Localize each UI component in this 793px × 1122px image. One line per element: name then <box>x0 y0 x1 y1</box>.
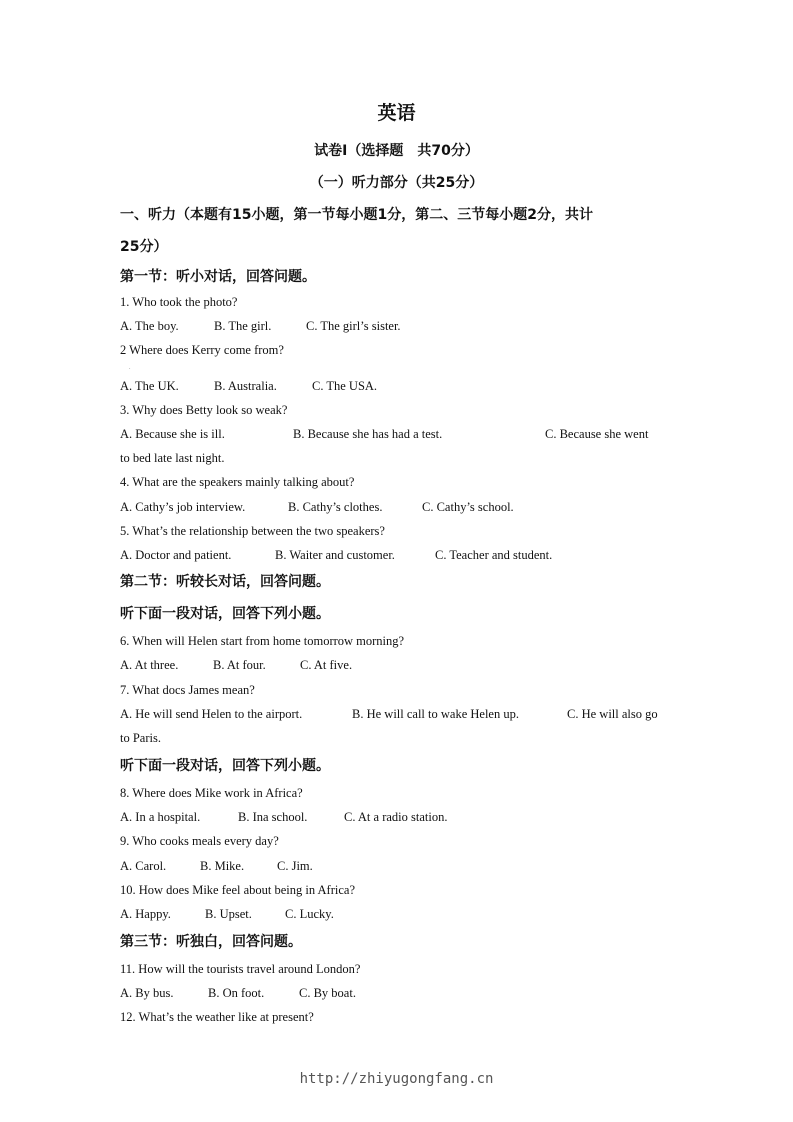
question-3: 3. Why does Betty look so weak? <box>120 403 288 417</box>
q10-option-c: C. Lucky. <box>285 907 334 921</box>
q2-option-b: B. Australia. <box>214 379 277 393</box>
question-8: 8. Where does Mike work in Africa? <box>120 786 303 800</box>
question-2: 2 Where does Kerry come from? <box>120 343 284 357</box>
q9-option-c: C. Jim. <box>277 859 313 873</box>
q7-option-b: B. He will call to wake Helen up. <box>352 707 519 721</box>
q10-option-a: A. Happy. <box>120 907 171 921</box>
q7-option-a: A. He will send Helen to the airport. <box>120 707 303 721</box>
q5-option-c: C. Teacher and student. <box>435 548 553 562</box>
question-5: 5. What’s the relationship between the two speakers? <box>120 524 385 538</box>
q7-option-c: C. He will also go <box>567 707 658 721</box>
q3-option-c: C. Because she went <box>545 427 649 441</box>
q8-option-a: A. In a hospital. <box>120 810 201 824</box>
q11-option-a: A. By bus. <box>120 986 174 1000</box>
q4-option-b: B. Cathy’s clothes. <box>288 500 383 514</box>
footer-url[interactable]: http://zhiyugongfang.cn <box>299 1071 494 1087</box>
dialog-intro-2: 听下面一段对话，回答下列小题。 <box>120 758 330 774</box>
q6-option-a: A. At three. <box>120 658 179 672</box>
q1-option-b: B. The girl. <box>214 319 272 333</box>
q7-option-c-cont: to Paris. <box>120 731 161 745</box>
question-9: 9. Who cooks meals every day? <box>120 834 279 848</box>
part-heading: （一）听力部分（共25分） <box>309 175 484 191</box>
q8-option-c: C. At a radio station. <box>344 810 448 824</box>
paper-subtitle: 试卷Ⅰ（选择题 共70分） <box>314 143 479 159</box>
page-title: 英语 <box>377 102 416 124</box>
q6-option-b: B. At four. <box>213 658 266 672</box>
q2-option-c: C. The USA. <box>312 379 378 393</box>
q9-option-a: A. Carol. <box>120 859 167 873</box>
question-7: 7. What docs James mean? <box>120 683 255 697</box>
question-6: 6. When will Helen start from home tomorrow morning? <box>120 634 405 648</box>
question-12: 12. What’s the weather like at present? <box>120 1010 314 1024</box>
question-4: 4. What are the speakers mainly talking about? <box>120 475 355 489</box>
q5-option-a: A. Doctor and patient. <box>120 548 232 562</box>
q5-option-b: B. Waiter and customer. <box>275 548 395 562</box>
q4-option-c: C. Cathy’s school. <box>422 500 514 514</box>
q10-option-b: B. Upset. <box>205 907 252 921</box>
q1-option-c: C. The girl’s sister. <box>306 319 401 333</box>
section-1-heading: 第一节：听小对话，回答问题。 <box>120 269 316 285</box>
section-2-heading: 第二节：听较长对话，回答问题。 <box>120 574 330 590</box>
q1-option-a: A. The boy. <box>120 319 179 333</box>
question-10: 10. How does Mike feel about being in Africa? <box>120 883 356 897</box>
stray-dot: . <box>129 365 131 371</box>
dialog-intro-1: 听下面一段对话，回答下列小题。 <box>120 606 330 622</box>
question-1: 1. Who took the photo? <box>120 295 238 309</box>
q9-option-b: B. Mike. <box>200 859 245 873</box>
question-11: 11. How will the tourists travel around London? <box>120 962 361 976</box>
q3-option-a: A. Because she is ill. <box>120 427 225 441</box>
q3-option-c-cont: to bed late last night. <box>120 451 225 465</box>
q3-option-b: B. Because she has had a test. <box>293 427 443 441</box>
q6-option-c: C. At five. <box>300 658 353 672</box>
q11-option-b: B. On foot. <box>208 986 265 1000</box>
section-heading-cont: 25分） <box>120 239 168 255</box>
q8-option-b: B. Ina school. <box>238 810 308 824</box>
q2-option-a: A. The UK. <box>120 379 179 393</box>
section-3-heading: 第三节：听独白，回答问题。 <box>120 934 302 950</box>
q11-option-c: C. By boat. <box>299 986 356 1000</box>
section-heading: 一、听力（本题有15小题，第一节每小题1分，第二、三节每小题2分，共计 <box>120 207 593 223</box>
q4-option-a: A. Cathy’s job interview. <box>120 500 246 514</box>
